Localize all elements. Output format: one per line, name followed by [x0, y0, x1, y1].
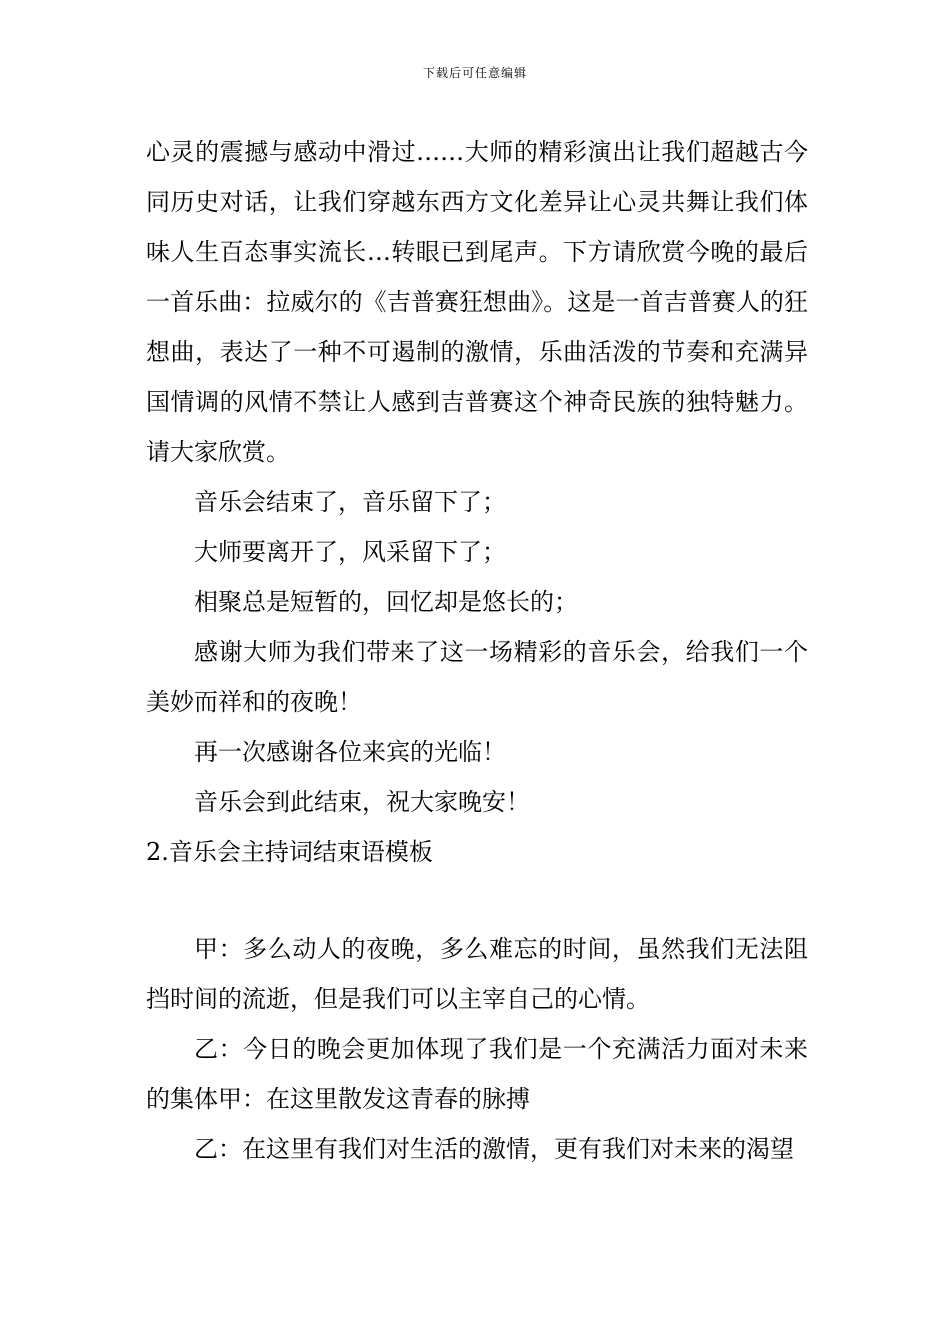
paragraph-line: 再一次感谢各位来宾的光临！ — [194, 738, 506, 766]
paragraph-dialogue: 乙：在这里有我们对生活的激情，更有我们对未来的渴望 — [194, 1135, 794, 1163]
paragraph-dialogue: 甲：多么动人的夜晚，多么难忘的时间，虽然我们无法阻挡时间的流逝，但是我们可以主宰自己的心情。 — [146, 935, 808, 1013]
document-body — [146, 127, 808, 1174]
page-header: 下载后可任意编辑 — [422, 66, 527, 80]
paragraph-thanks: 感谢大师为我们带来了这一场精彩的音乐会，给我们一个美妙而祥和的夜晚！ — [146, 638, 808, 716]
paragraph-intro: 心灵的震撼与感动中滑过……大师的精彩演出让我们超越古今同历史对话，让我们穿越东西方文化差异让心灵共舞让我们体味人生百态事实流长…转眼已到尾声。下方请欣赏今晚的最后一首乐曲：拉威尔的《吉普赛狂想曲》。这是一首吉普赛人的狂想曲，表达了一种不可遏制的激情，乐曲活泼的节奏和充满异国情调的风情不禁让人感到吉普赛这个神奇民族的独特魅力。请大家欣赏。 — [146, 138, 808, 466]
paragraph-closing: 音乐会到此结束，祝大家晚安！ — [194, 788, 530, 816]
paragraph-line: 相聚总是短暂的，回忆却是悠长的； — [194, 588, 578, 616]
section-heading: 2.音乐会主持词结束语模板 — [146, 838, 433, 866]
section-spacer — [146, 877, 808, 924]
paragraph-dialogue: 乙：今日的晚会更加体现了我们是一个充满活力面对未来的集体甲：在这里散发这青春的脉搏 — [146, 1035, 808, 1113]
paragraph-line: 音乐会结束了，音乐留下了； — [194, 488, 506, 516]
paragraph-line: 大师要离开了，风采留下了； — [194, 538, 506, 566]
